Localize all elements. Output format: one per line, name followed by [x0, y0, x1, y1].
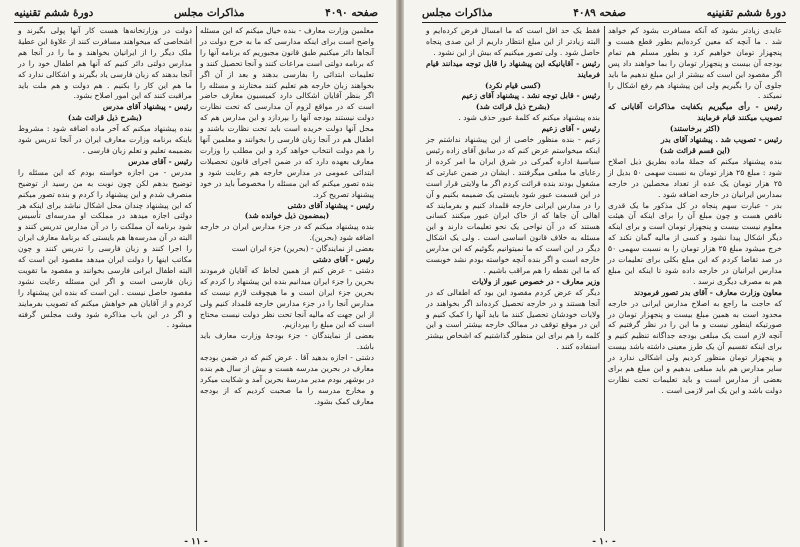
paragraph: زعیم - بنده منظور خاصی از این پیشنهاد نداشتم جز اینکه میخواستم عرض کنم که در سابق آقای زاده رئیس سیاسیهٔ اداره گمرکی در شرق ایران ما امر کرده از رعایای ما مبلغی میگرفتند . ایشان در ضمن عبارتی که مشغول بودند بنده قرائت کردم اگر ما ولایتی قرار است در این قسمت عبور شود بایستی یک ضمیمه بکنیم و آن را در مدارس ایرانی خارجه قلمداد کنیم و بفرمایند که اهالی آن جاها که از خاک ایران عبور میکنند کسانی هستند که در آن نواحی یک نحو تعلیمات دارند و این مسئله به خلاف قانون اساسی است . ولی یک اشکال دیگر در این است که ما نمیتوانیم بگوئیم که این مدارس خارجه است و اگر بنده آنچه خواسته بودم نشد خوبست که ما این نقطه را هم مراقب باشیم .: [426, 135, 600, 275]
left-page-number: - ۱۱ -: [184, 537, 208, 547]
left-page-column-left: [14, 26, 196, 531]
right-page: [400, 0, 800, 547]
left-page-header: [14, 6, 378, 23]
paragraph: بعضی از نمایندگان - (بحرین) جزء ایران است: [231, 244, 374, 254]
stage-direction: (اکثر برخاستند): [669, 124, 721, 134]
paragraph: بعضی از نمایندگان - جزء بودجهٔ وزارت معارف باید باشد.: [200, 331, 374, 352]
left-page-column-right: [196, 26, 378, 531]
speaker-line: معاون وزارت معارف - آقای بدر تصور فرمودند: [633, 287, 782, 297]
paragraph: عایدی زیادتر بشود که آنکه مسافرت بشود کم خواهد شد . ما آنچه که معین کرده‌ایم بطور قطع هست و پنجهزار تومان خواهیم کرد و بطور مسلم هم تمام بودجه آن بیست و پنجهزار تومان را بما خواهند داد پس اگر مقصود این است که بیشتر از این مبلغ ندهیم ما باید جلوی آن را بگیریم ولی این پیشنهاد هم رفع اشکال را نمیکند .: [608, 26, 782, 101]
paragraph: دشتی - اجازه بدهید آقا . عرض کنم که در ضمن بودجه معارف در بحرین مدرسه هست و بیش از سال هم بنده در بوشهر بودم مدیر مدرسهٔ بحرین آمد و شکایت میکرد و مخارج مدرسه را ما صحبت کردیم که از بودجه معارف کمک بشود.: [200, 353, 374, 406]
speaker-line: رئیس - پیشنهاد آقای مدرس: [102, 102, 192, 112]
stage-direction: (بشرح ذیل قرائت شد): [475, 102, 551, 112]
stage-direction: (کسی قیام نکرد): [484, 80, 541, 90]
right-page-label: صفحه ۴۰۸۹: [573, 7, 627, 19]
right-page-columns: [422, 26, 786, 531]
right-page-session: دورهٔ ششم تقنینیه: [706, 7, 786, 19]
paragraph: فقط یک حد اقل است که ما امسال فرض کرده‌ایم و البته زیادتر از این مبلغ انتظار داریم از این صدی پنجاه حاصل شود . ولی تصور میکنیم که بیش از این نشود .: [426, 26, 600, 57]
paragraph: بنده پیشنهاد میکنم که کلمهٔ عبور حذف شود .: [458, 113, 600, 123]
paragraph: بنده پیشنهاد میکنم که جملهٔ ماده بطریق ذیل اصلاح شود : مبلغ ۲۵ هزار تومان به نسبت سهمی ۵۰ بدیل از ۲۵ هزار تومان یک عده از تعداد محصلین در خارجه بمدارس ایرانیان در خارجه اضافه شود .: [608, 156, 782, 199]
left-page-title: مذاکرات مجلس: [173, 7, 245, 19]
paragraph: دولت در وزارتخانه‌ها هست کار آنها پولی بگیرند و اشخاصی که میخواهند مسافرت کنند از علاوهٔ این عطیهٔ ملک دیگر را از ایرانیان بخواهند و ما را در آنجا هم مدارس دولتی دائر کنیم که آنها هم اطفال خود را در آنجا بدهند که زبان فارسی یاد بگیرند و اشکالی ندارد که ما هم این کار را بکنیم . هم دولت و هم ملت باید مراقبت کنند که این امور اصلاح بشود.: [18, 26, 192, 101]
paragraph: دیگر که عرض کردم مقصود این بود که اطفالی که در آنجا هستند و در خارجه تحصیل کرده‌اند اگر بخواهند در ولایات خودشان تحصیل کنند ما باید آنها را کمک کنیم و این در موقع توقف در ممالک خارجه بیشتر است و این کلمه را هم برای این منظور گذاشتیم که اشخاص بیشتر استفاده کنند .: [426, 287, 600, 352]
speaker-line: رئیس - پیشنهاد آقای دشتی: [287, 200, 374, 210]
speaker-line: رئیس - آقای دشتی: [312, 255, 374, 265]
left-page-label: صفحه ۴۰۹۰: [325, 7, 378, 19]
right-page-column-right: [604, 26, 786, 531]
left-page-columns: [14, 26, 378, 531]
stage-direction: (بمضمون ذیل خوانده شد): [244, 211, 330, 221]
paragraph: بنده پیشنهاد میکنم که آخر ماده اضافه شود : مشروط باینکه برنامه وزارت معارف ایران در آنجا تدریس شود بضمیمه تعلیم و تعلم زبان فارسی .: [18, 124, 192, 155]
column-divider: [196, 26, 197, 531]
speaker-line: رئیس - آقایانیکه این پیشنهاد را قابل توجه میدانند قیام فرمایند: [426, 58, 600, 79]
speaker-line: وزیر معارف - در خصوص عبور از ولایات: [471, 276, 600, 286]
paragraph: معلمین وزارت معارف - بنده خیال میکنم که این مسئله واضح است برای اینکه مدارسی که ما به خرج دولت در آنجاها دائر میکنیم طبق قانون مجبوریم که برنامه آنها را که برنامه دولتی است مراعات کنند و آنجا تحصیل کنند و تعلیمات ابتدائی را بفارسی بدهند و بعد از آن اگر بخواهند زبان خارجه هم تعلیم کنند مختارند و مسئله را اگر بنظر آقایان اشکالی دارد کمیسیون معارف حاضر است که در مواقع لزوم آن مدارسی که تحت نظارت دولت نیستند بودجه آنها را بپردازد و این مدارس هم که محل آنها دولت خریده است باید تحت نظارت باشند و اطفال هم در آنجا زبان فارسی را بخوانند و معلمین آنها را هم دولت انتخاب خواهد کرد و این مطلب را وزارت معارف بعهده دارد که در ضمن اجرای قانون تحصیلات ابتدائی عمومی در مدارس خارجه هم رعایت شود و بنده تصور میکنم که این مسئله را مخصوصاً باید در خود پیشنهاد تصریح کرد.: [200, 26, 374, 199]
stage-direction: (بشرح ذیل قرائت شد): [67, 113, 143, 123]
column-divider: [604, 26, 605, 531]
speaker-line: رئیس - رأی میگیریم بکفایت مذاکرات آقایانی که تصویب میکنند قیام فرمایند: [608, 102, 782, 123]
speaker-line: رئیس - آقای مدرس: [128, 156, 192, 166]
right-page-column-left: [422, 26, 604, 531]
speaker-line: رئیس - قابل توجه نشد . پیشنهاد آقای زعیم: [461, 91, 600, 101]
right-page-number: - ۱۰ -: [592, 537, 616, 547]
right-page-header: [422, 6, 786, 23]
paragraph: دشتی - عرض کنم از همین لحاظ که آقایان فرمودند بحرین را جزء ایران میدانیم بنده این پیشنهاد را کردم که بحرین جزء ایران است و ما هیچوقت لازم نیست که مدارس آنجا را در جزء مدارس خارجه قلمداد کنیم ولی از این جهت که مالیه آنجا تحت نظر دولت نیست محتاج است که این مبلغ را بپردازیم.: [200, 265, 374, 330]
right-page-title: مذاکرات مجلس: [422, 7, 493, 19]
speaker-line: رئیس - تصویب شد . پیشنهاد آقای بدر: [660, 135, 782, 145]
paragraph: مدرس - من اجازه خواسته بودم که این مسئله را توضیح بدهم لکن چون نوبت به من رسید از توضیح منصرف شدم و این پیشنهاد را کردم و بنده تصور میکنم که این پیشنهاد چندان محل اشکال نباشد برای اینکه هر دولتی اجازه میدهد در مملکت او مدرسه‌ای تأسیس شود برنامه آن مملکت را در آن مدارس تدریس کنند و البته در آن مدرسه‌ها هم بایستی که برنامهٔ معارف ایران را اجرا کنند و زبان فارسی را تدریس کنند و چون مکاتب اینها را دولت ایران میدهد مقصود این است که البته اطفال ایرانی فارسی بخوانند و مقصود ما تقویت زبان فارسی است و اگر این مسئله رعایت نشود مقصود حاصل نیست . این است که بنده این پیشنهاد را کردم و از آقایان هم خواهش میکنم که تصویب بفرمایند و اگر در این باب مذاکره شود وقت مجلس گرفته میشود .: [18, 167, 192, 330]
left-page-session: دورهٔ ششم تقنینیه: [14, 7, 94, 19]
speaker-line: رئیس - آقای زعیم: [541, 124, 600, 134]
paragraph: که حاجت ما راجع به اصلاح مدارس ایرانی در خارجه محدود است به همین مبلغ بیست و پنجهزار تومان در صورتیکه اینطور نیست و ما این را در نظر گرفتیم که آنچه لازم است یک مبلغی بودجه جداگانه تنظیم کنیم و برای اینکه تقسیم آن یک طرز معینی داشته باشد بیست و پنجهزار تومان منظور کردیم ولی اشکالی ندارد در سایر مدارس هم باید مبلغی بدهیم و این مبلغ هم برای بعضی از مدارس است و باید تعلیمات تحت نظارت دولت باشد و این یک امر لازمی است .: [608, 298, 782, 395]
paragraph: بدر - عبارت سهم پنجاه در کل مذکور ما یک قدری ناقص هست و چون مبلغ آن را برای اینکه آن هیئت معلوم نیست بیست و پنجهزار تومان است و برای اینکه دیگر اشکال پیدا نشود و کسی از مالیه گمان نکند که خرج میشود مبلغ ۲۵ هزار تومان را به نسبت سهمی ۵۰ در صد تقاضا کردم که این مبلغ بکلی برای تعلیمات در مدارس ایرانیان در خارجه داده شود تا اینکه این مبلغ هم به مصرف دیگری نرسد .: [608, 200, 782, 286]
paragraph: بنده پیشنهاد میکنم که در جزء مدارس ایران در خارجه اضافه شود (بحرین).: [200, 222, 374, 243]
stage-direction: (این قسم قرائت شد): [659, 145, 731, 155]
